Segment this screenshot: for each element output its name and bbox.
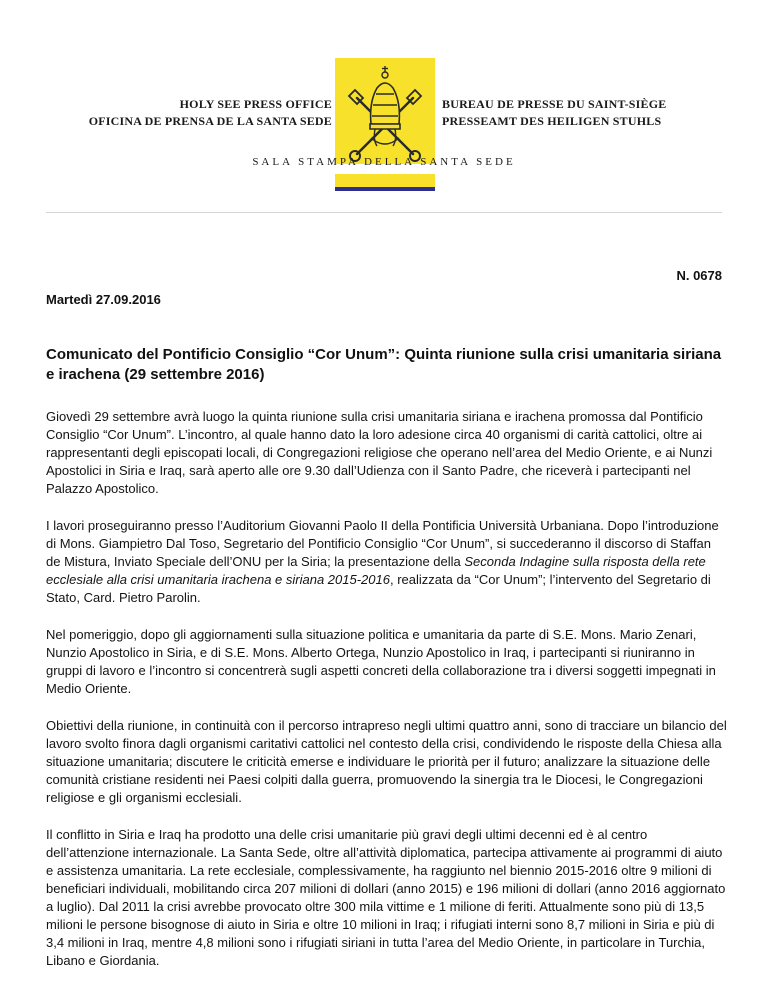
header-left-names bbox=[89, 96, 332, 130]
header-yellow-stripe bbox=[335, 174, 435, 187]
paragraph-1: Giovedì 29 settembre avrà luogo la quinta riunione sulla crisi umanitaria siriana e irachena promossa dal Pontificio Consiglio “Cor Unum”. L’incontro, al quale hanno dato la loro adesione circa 40 organismi di carità cattolici, oltre ai rappresentanti degli episcopati locali, di Congregazioni religiose che operano nell’area del Medio Oriente, e ai Nunzi Apostolici in Siria e Iraq, sarà aperto alle ore 9.30 dall’Udienza con il Santo Padre, che riceverà i partecipanti nel Palazzo Apostolico. bbox=[46, 409, 713, 496]
header-right-line1: BUREAU DE PRESSE DU SAINT-SIÈGE bbox=[442, 97, 667, 111]
header-subtitle: SALA STAMPA DELLA SANTA SEDE bbox=[252, 156, 516, 168]
bulletin-date: Martedì 27.09.2016 bbox=[46, 292, 161, 307]
header-left-line2: OFICINA DE PRENSA DE LA SANTA SEDE bbox=[88, 114, 332, 128]
paragraph-2-part-a: I lavori proseguiranno presso l’Auditorium Giovanni Paolo II della Pontificia Università Urbaniana. Dopo l’introduzione di Mons. Giampietro Dal Toso, Segretario del Pontificio Consiglio “Cor Unum”, si succederanno il discorso di Staffan de Mistura, Inviato Speciale dell’ONU per la Siria; la presentazione della bbox=[46, 518, 719, 569]
header-blue-stripe bbox=[335, 187, 435, 191]
press-office-header bbox=[0, 0, 768, 200]
paragraph-4: Obiettivi della riunione, in continuità con il percorso intrapreso negli ultimi quattro anni, sono di tracciare un bilancio del lavoro svolto finora dagli organismi caritativi cattolici nel contesto della crisi, condividendo le risposte della Chiesa alla situazione umanitaria; discutere le criticità emerse e individuare le priorità per il futuro; analizzare la situazione delle comunità cristiane residenti nei Paesi colpiti dalla guerra, promuovendo la sinergia tra le Diocesi, le Congregazioni religiose e gli organismi ecclesiali. bbox=[46, 718, 727, 805]
paragraph-3: Nel pomeriggio, dopo gli aggiornamenti sulla situazione politica e umanitaria da parte di S.E. Mons. Mario Zenari, Nunzio Apostolico in Siria, e di S.E. Mons. Alberto Ortega, Nunzio Apostolico in Iraq, i partecipanti si riuniranno in gruppi di lavoro e l’incontro si concentrerà sugli aspetti concreti della collaborazione tra i diversi soggetti impegnati in Medio Oriente. bbox=[46, 627, 716, 696]
header-right-names bbox=[442, 96, 667, 130]
bulletin-title: Comunicato del Pontificio Consiglio “Cor Unum”: Quinta riunione sulla crisi umanitaria siriana e irachena (29 settembre 2016) bbox=[46, 346, 722, 383]
paragraph-2-report-title: Seconda Indagine sulla risposta della rete ecclesiale alla crisi umanitaria irachena e siriana 2015-2016 bbox=[46, 554, 706, 587]
header-right-line2: PRESSEAMT DES HEILIGEN STUHLS bbox=[442, 114, 662, 128]
paragraph-5: Il conflitto in Siria e Iraq ha prodotto una delle crisi umanitarie più gravi degli ultimi decenni ed è al centro dell’attenzione internazionale. La Santa Sede, oltre all’attività diplomatica, partecipa attivamente ai programmi di aiuto e assistenza umanitaria. La rete ecclesiale, complessivamente, ha raggiunto nel biennio 2015-2016 oltre 9 milioni di beneficiari individuali, mobilitando circa 207 milioni di dollari (anno 2015) e 196 milioni di dollari (anno 2016 aggiornato a luglio). Dal 2011 la crisi avrebbe provocato oltre 300 mila vittime e 1 milione di feriti. Attualmente sono più di 13,5 milioni le persone bisognose di aiuto in Siria e oltre 10 milioni in Iraq; i rifugiati interni sono 8,7 milioni in Siria e più di 3,4 milioni in Iraq, mentre 4,8 milioni sono i rifugiati siriani in tutta l’area del Medio Oriente, in particolare in Turchia, Libano e Giordania. bbox=[46, 827, 726, 968]
bulletin-number: N. 0678 bbox=[676, 268, 722, 283]
paragraph-2 bbox=[46, 517, 728, 607]
paragraph-2-part-b: , realizzata da “Cor Unum”; l’intervento del Segretario di Stato, Card. Pietro Parolin. bbox=[46, 572, 711, 605]
header-left-line1: HOLY SEE PRESS OFFICE bbox=[179, 97, 332, 111]
header-divider bbox=[46, 212, 722, 213]
bulletin-body bbox=[46, 408, 728, 989]
papal-keys-tiara-emblem-icon bbox=[335, 58, 435, 164]
